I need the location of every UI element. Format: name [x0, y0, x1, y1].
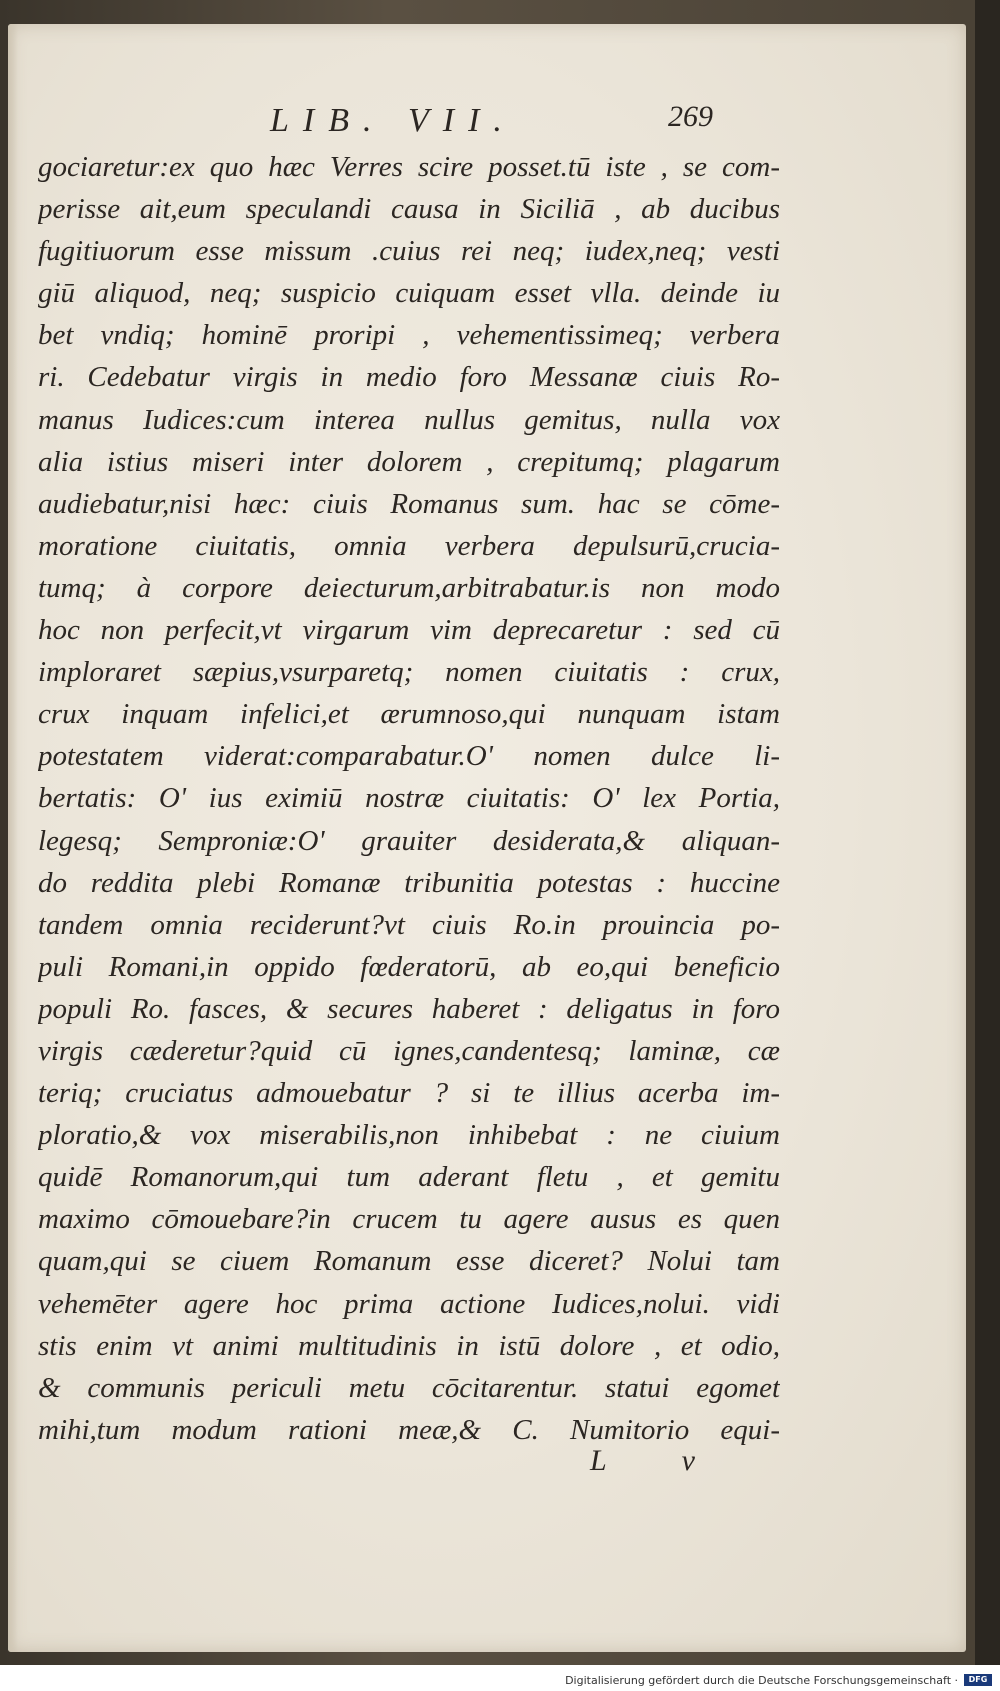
text-line: quam,qui se ciuem Romanum esse diceret? Nolui tam	[38, 1245, 780, 1278]
text-line: populi Ro. fasces, & secures haberet : deligatus in foro	[38, 992, 780, 1025]
catchword: L v	[590, 1444, 729, 1477]
text-line: moratione ciuitatis, omnia verbera depulsurū,crucia-	[38, 529, 780, 562]
text-line: potestatem viderat:comparabatur.O' nomen dulce li-	[38, 740, 780, 773]
text-line: maximo cōmouebare?in crucem tu agere ausus es quen	[38, 1203, 780, 1236]
text-line: vehemēter agere hoc prima actione Iudices,nolui. vidi	[38, 1287, 780, 1320]
text-line: imploraret sæpius,vsurparetq; nomen ciuitatis : crux,	[38, 656, 780, 689]
running-head: LIB. VII.	[270, 102, 516, 139]
text-line: audiebatur,nisi hæc: ciuis Romanus sum. hac se cōme-	[38, 487, 780, 520]
text-line: alia istius miseri inter dolorem , crepitumq; plagarum	[38, 445, 780, 478]
text-line: quidē Romanorum,qui tum aderant fletu , et gemitu	[38, 1161, 780, 1194]
text-line: hoc non perfecit,vt virgarum vim deprecaretur : sed cū	[38, 614, 780, 647]
page-gutter-shadow	[8, 24, 18, 1652]
text-line: legesq; Semproniæ:O' grauiter desiderata,& aliquan-	[38, 824, 780, 857]
text-line: puli Romani,in oppido fœderatorū, ab eo,qui beneficio	[38, 950, 780, 983]
text-line: stis enim vt animi multitudinis in istū dolore , et odio,	[38, 1329, 780, 1362]
text-line: bertatis: O' ius eximiū nostræ ciuitatis: O' lex Portia,	[38, 782, 780, 815]
text-line: ri. Cedebatur virgis in medio foro Messanæ ciuis Ro-	[38, 361, 780, 394]
text-line: tandem omnia reciderunt?vt ciuis Ro.in prouincia po-	[38, 908, 780, 941]
text-line: perisse ait,eum speculandi causa in Siciliā , ab ducibus	[38, 193, 780, 226]
text-line: virgis cæderetur?quid cū ignes,candentesq; laminæ, cæ	[38, 1034, 780, 1067]
text-line: ploratio,& vox miserabilis,non inhibebat : ne ciuium	[38, 1119, 780, 1152]
body-text	[38, 146, 780, 1451]
text-line: & communis periculi metu cōcitarentur. statui egomet	[38, 1371, 780, 1404]
text-line: mihi,tum modum rationi meæ,& C. Numitorio equi-	[38, 1413, 780, 1446]
text-line: bet vndiq; hominē proripi , vehementissimeq; verbera	[38, 319, 780, 352]
text-line: giū aliquod, neq; suspicio cuiquam esset vlla. deinde iu	[38, 277, 780, 310]
text-line: gociaretur:ex quo hæc Verres scire posset.tū iste , se com-	[38, 151, 780, 183]
text-line: crux inquam infelici,et ærumnoso,qui nunquam istam	[38, 698, 780, 731]
funding-credit: Digitalisierung gefördert durch die Deutsche Forschungsgemeinschaft ·	[565, 1674, 958, 1687]
page-number: 269	[668, 100, 713, 133]
text-line: teriq; cruciatus admouebatur ? si te illius acerba im-	[38, 1077, 780, 1110]
text-line: do reddita plebi Romanæ tribunitia potestas : huccine	[38, 866, 780, 899]
dfg-logo-icon: DFG	[964, 1674, 992, 1686]
text-line: manus Iudices:cum interea nullus gemitus, nulla vox	[38, 403, 780, 436]
text-line: tumq; à corpore deiecturum,arbitrabatur.is non modo	[38, 571, 780, 604]
text-line: fugitiuorum esse missum .cuius rei neq; iudex,neq; vesti	[38, 235, 780, 268]
